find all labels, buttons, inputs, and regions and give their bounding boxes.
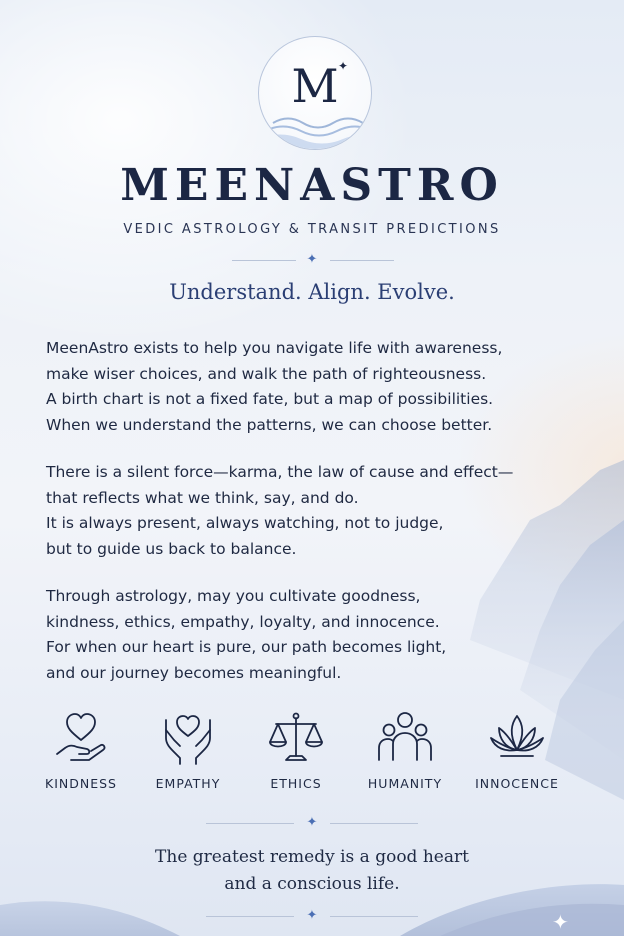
- paragraph-line: When we understand the patterns, we can choose better.: [46, 415, 493, 434]
- star-icon: ✦: [306, 908, 318, 923]
- paragraph-astrology: [46, 584, 586, 686]
- lotus-icon: [487, 708, 547, 768]
- paragraph-line: but to guide us back to balance.: [46, 539, 297, 558]
- value-kindness: [26, 708, 136, 791]
- motto: Understand. Align. Evolve.: [169, 280, 455, 304]
- paragraph-line: For when our heart is pure, our path becomes light,: [46, 638, 447, 656]
- paragraph-line: There is a silent force—karma, the law of cause and effect—: [46, 463, 514, 481]
- value-label: HUMANITY: [367, 776, 443, 791]
- hands-holding-heart-icon: [158, 708, 218, 768]
- divider: [0, 815, 624, 831]
- paragraph-line: kindness, ethics, empathy, loyalty, and innocence.: [46, 612, 440, 631]
- paragraph-line: make wiser choices, and walk the path of righteousness.: [46, 364, 487, 383]
- sparkle-icon: ✦: [338, 59, 349, 73]
- logo-letter: M: [291, 59, 339, 113]
- value-label: ETHICS: [270, 776, 322, 791]
- paragraph-line: Through astrology, may you cultivate goodness,: [46, 587, 421, 605]
- logo: [258, 36, 372, 150]
- balance-scale-icon: [266, 708, 326, 768]
- values-row: [0, 708, 624, 798]
- divider: [0, 252, 624, 268]
- people-group-icon: [375, 708, 435, 768]
- heart-in-hand-icon: [51, 708, 111, 768]
- waves-icon: [259, 109, 372, 149]
- paragraph-line: that reflects what we think, say, and do.: [46, 488, 359, 507]
- closing-line: The greatest remedy is a good heart: [155, 847, 469, 867]
- divider: [0, 908, 624, 924]
- value-label: EMPATHY: [155, 776, 221, 791]
- value-humanity: [350, 708, 460, 791]
- value-label: KINDNESS: [45, 776, 117, 791]
- paragraph-line: It is always present, always watching, not to judge,: [46, 514, 444, 532]
- value-label: INNOCENCE: [475, 776, 559, 791]
- value-empathy: [133, 708, 243, 791]
- sparkle-icon: ✦: [552, 910, 569, 934]
- value-innocence: [462, 708, 572, 791]
- closing-line: and a conscious life.: [224, 874, 400, 894]
- paragraph-karma: [46, 460, 586, 562]
- paragraph-line: MeenAstro exists to help you navigate life with awareness,: [46, 339, 503, 357]
- star-icon: ✦: [306, 815, 318, 830]
- brand-title: MEENASTRO: [120, 160, 504, 211]
- paragraph-intro: [46, 336, 586, 438]
- value-ethics: [241, 708, 351, 791]
- paragraph-line: and our journey becomes meaningful.: [46, 663, 342, 682]
- closing-quote: [0, 844, 624, 898]
- paragraph-line: A birth chart is not a fixed fate, but a map of possibilities.: [46, 390, 494, 408]
- tagline: VEDIC ASTROLOGY & TRANSIT PREDICTIONS: [123, 222, 501, 237]
- star-icon: ✦: [306, 252, 318, 267]
